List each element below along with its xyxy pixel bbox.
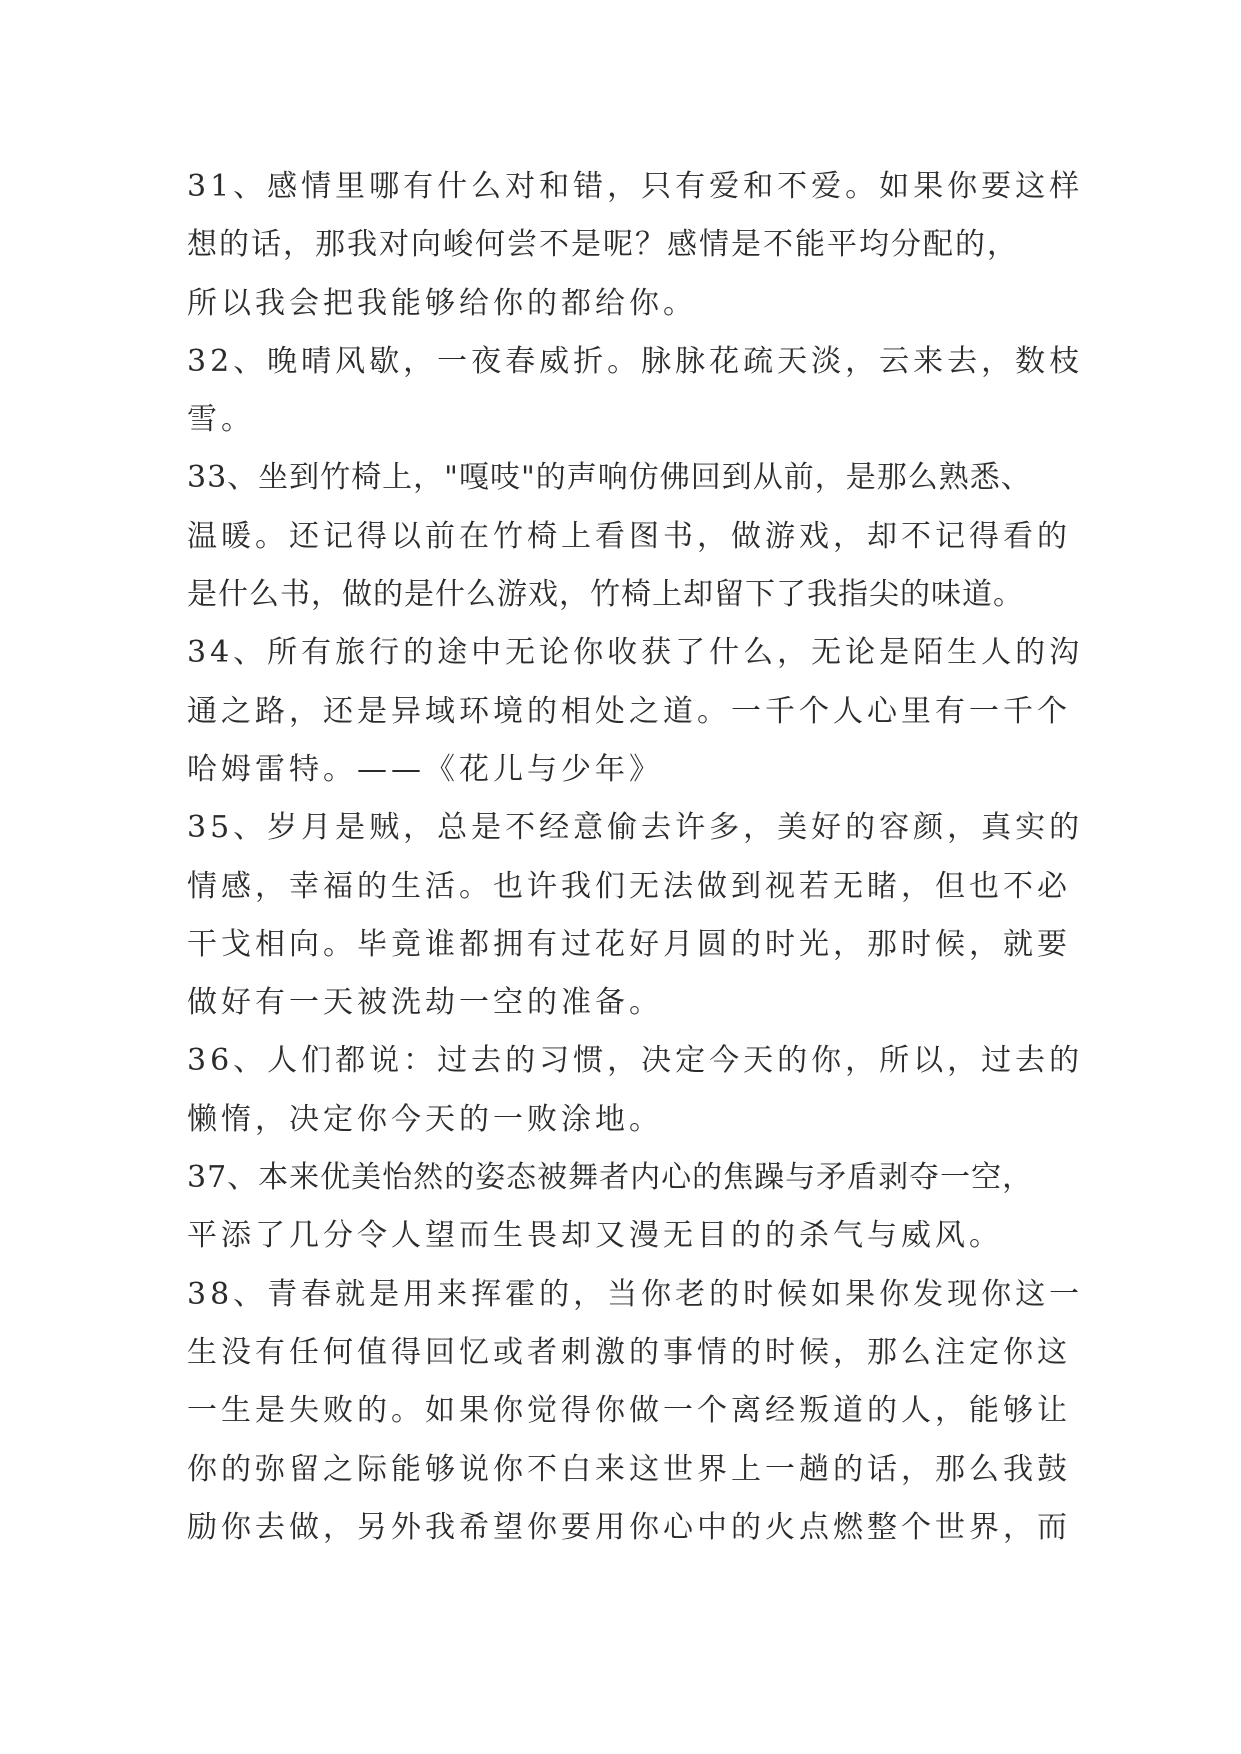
document-body — [187, 158, 1084, 1557]
text-line: 励你去做，另外我希望你要用你心中的火点燃整个世界，而 — [187, 1509, 1071, 1545]
text-line: 37、本来优美怡然的姿态被舞者内心的焦躁与矛盾剥夺一空， — [187, 1160, 1034, 1196]
text-line: 温暖。还记得以前在竹椅上看图书，做游戏，却不记得看的 — [187, 518, 1071, 554]
text-line: 36、人们都说：过去的习惯，决定今天的你，所以，过去的 — [187, 1043, 1084, 1079]
text-line: 情感，幸福的生活。也许我们无法做到视若无睹，但也不必 — [187, 868, 1071, 904]
text-line: 34、所有旅行的途中无论你收获了什么，无论是陌生人的沟 — [187, 635, 1084, 671]
text-line: 生没有任何值得回忆或者刺激的事情的时候，那么注定你这 — [187, 1334, 1071, 1370]
text-line: 32、晚晴风歇，一夜春威折。脉脉花疏天淡，云来去，数枝 — [187, 343, 1084, 379]
text-line: 31、感情里哪有什么对和错，只有爱和不爱。如果你要这样 — [187, 169, 1084, 204]
text-line: 想的话，那我对向峻何尝不是呢？感情是不能平均分配的， — [187, 227, 1019, 263]
text-line: 你的弥留之际能够说你不白来这世界上一趟的话，那么我鼓 — [187, 1451, 1071, 1487]
text-line: 35、岁月是贼，总是不经意偷去许多，美好的容颜，真实的 — [187, 810, 1084, 846]
text-line: 平添了几分令人望而生畏却又漫无目的的杀气与威风。 — [187, 1218, 1003, 1254]
text-line: 干戈相向。毕竟谁都拥有过花好月圆的时光，那时候，就要 — [187, 926, 1071, 962]
text-line: 哈姆雷特。——《花儿与少年》 — [187, 751, 663, 787]
text-line: 所以我会把我能够给你的都给你。 — [187, 285, 697, 321]
text-line: 一生是失败的。如果你觉得你做一个离经叛道的人，能够让 — [187, 1393, 1071, 1429]
text-line: 懒惰，决定你今天的一败涂地。 — [187, 1101, 663, 1137]
text-line: 雪。 — [187, 402, 255, 438]
text-line: 38、青春就是用来挥霍的，当你老的时候如果你发现你这一 — [187, 1276, 1084, 1312]
text-line: 是什么书，做的是什么游戏，竹椅上却留下了我指尖的味道。 — [187, 577, 1024, 613]
text-line: 33、坐到竹椅上，"嘎吱"的声响仿佛回到从前，是那么熟悉、 — [187, 460, 1032, 496]
text-line: 做好有一天被洗劫一空的准备。 — [187, 985, 663, 1021]
text-line: 通之路，还是异域环境的相处之道。一千个人心里有一千个 — [187, 693, 1071, 729]
